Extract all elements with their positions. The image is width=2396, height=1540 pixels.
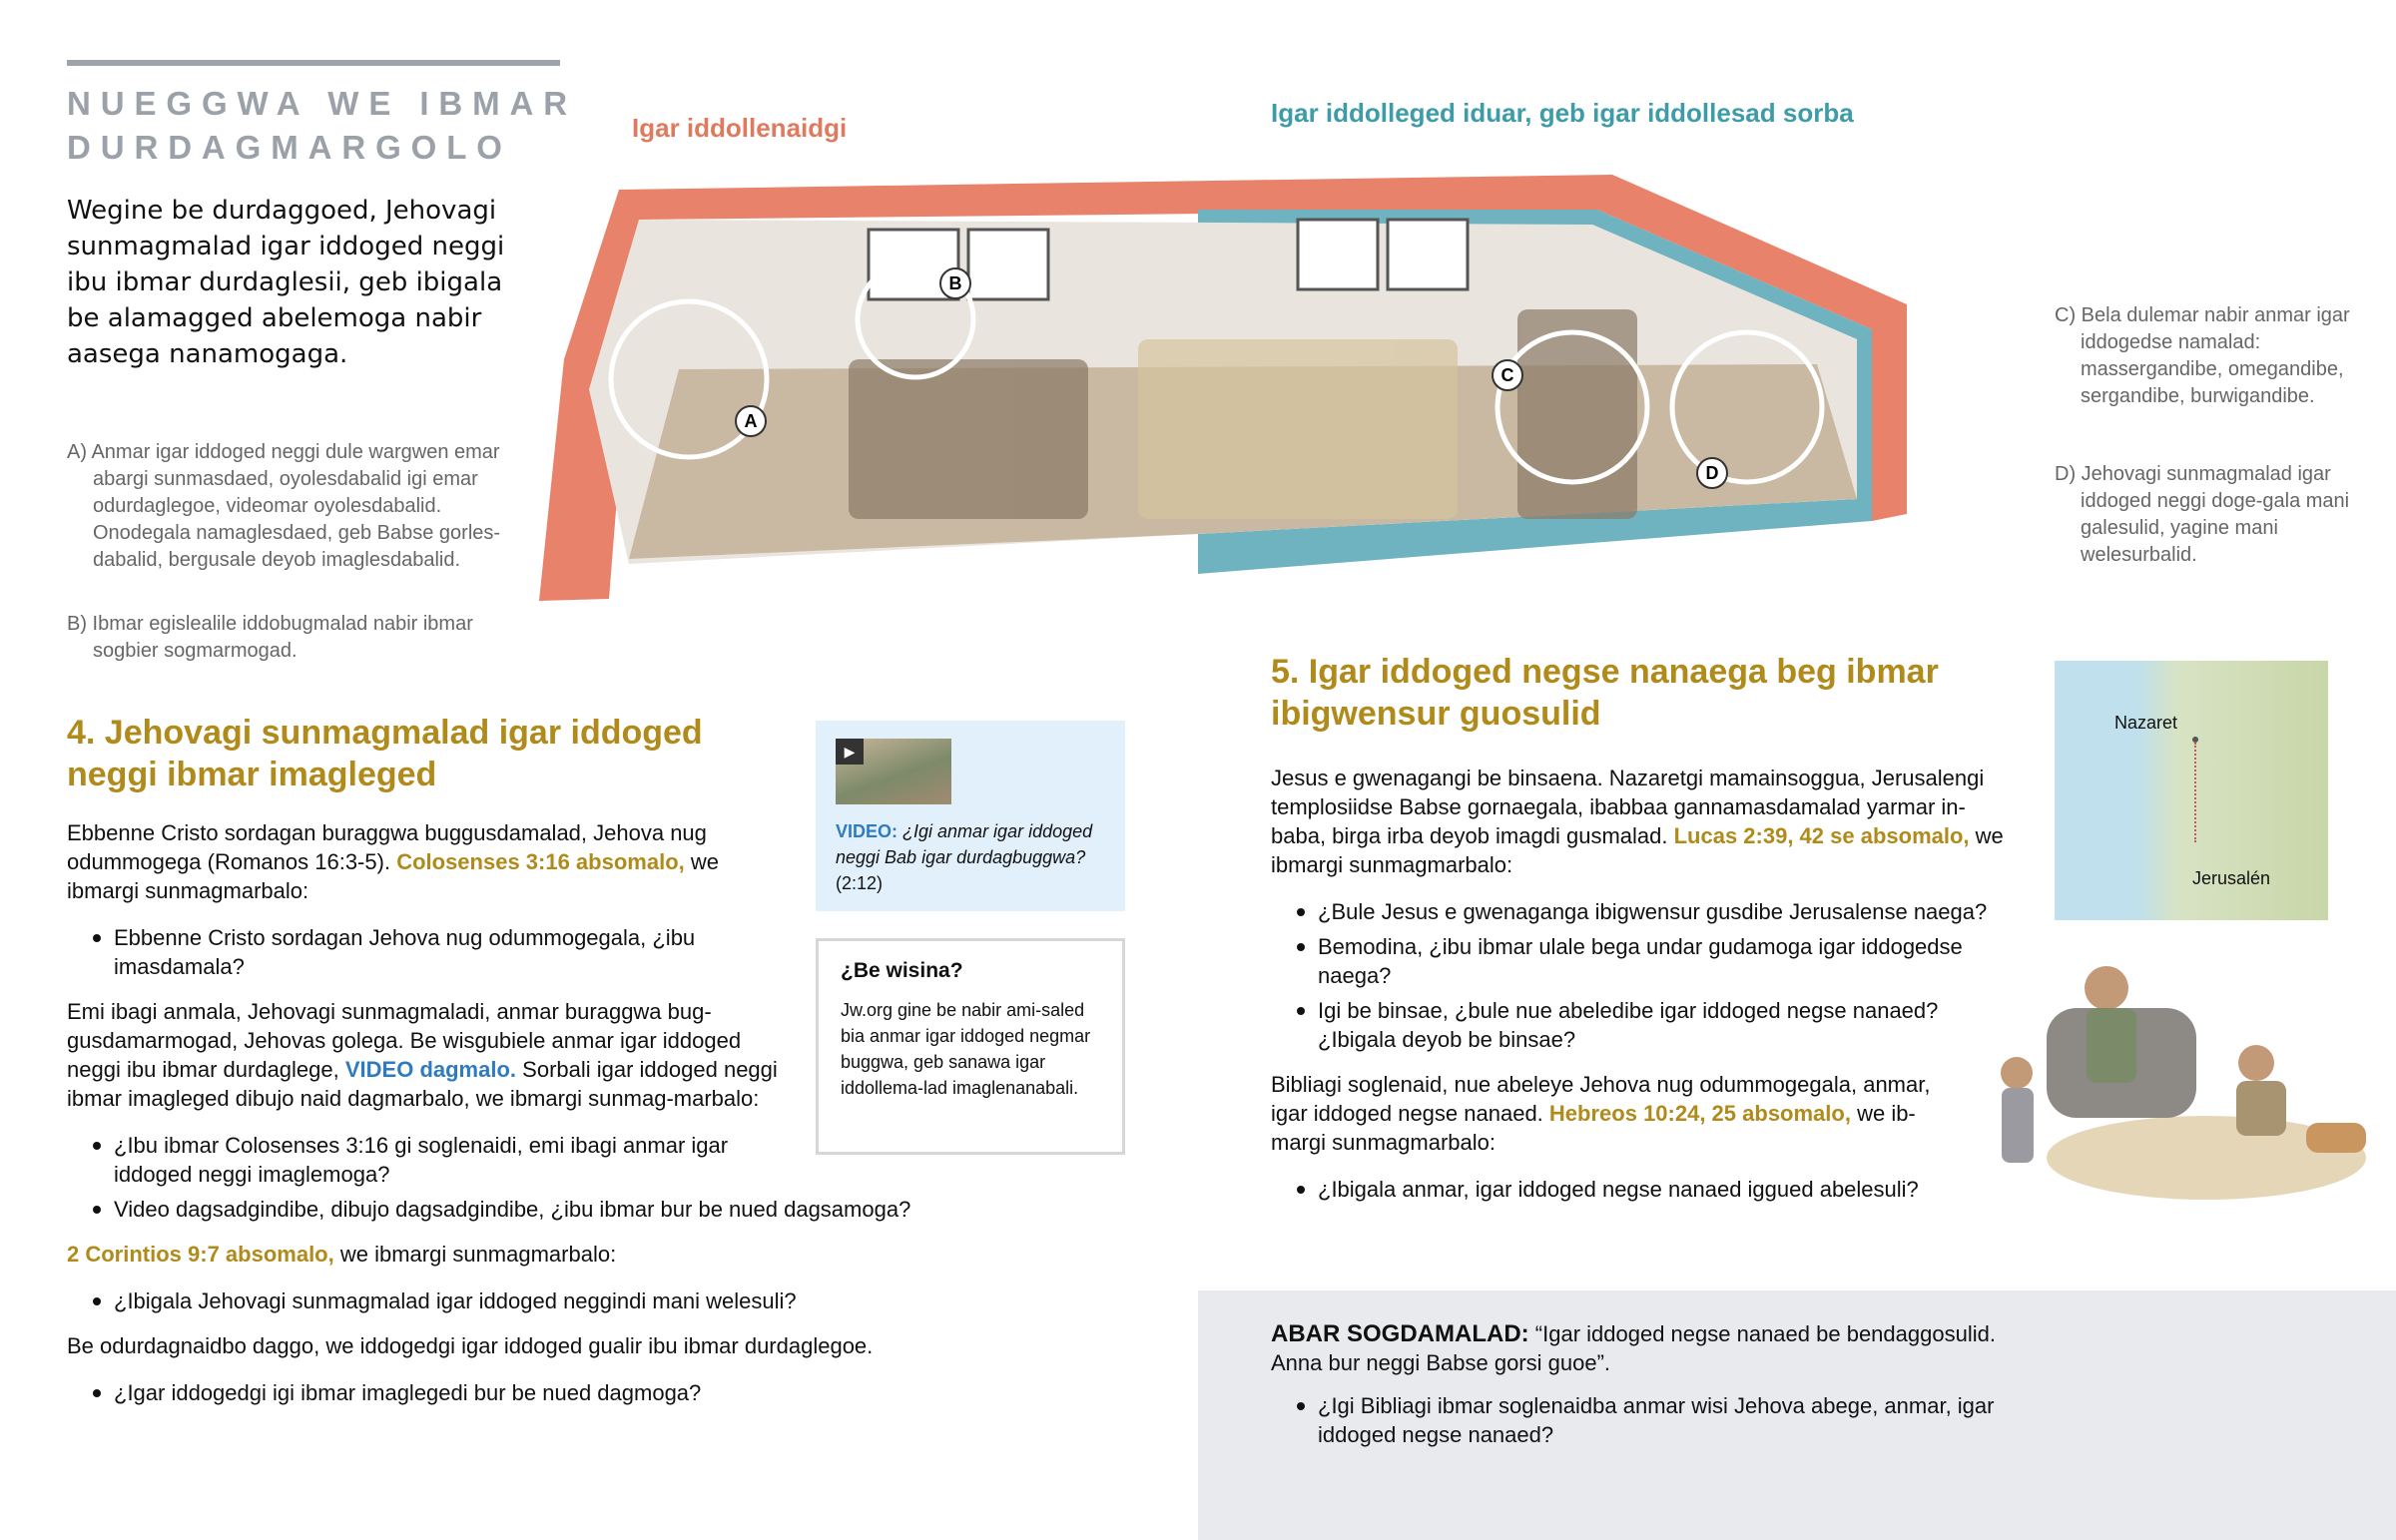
list-item: ¿Igar iddogedgi igi ibmar imaglegedi bur be nued dagmoga?	[67, 1378, 965, 1407]
label-main-hall: Igar iddollenaidgi	[632, 113, 848, 143]
video-caption	[836, 818, 1105, 896]
paragraph-text: Sorbali igar iddoged neggi ibmar imagleged dibujo naid dagmarbalo, we ibmargi sunmag-marbalo:	[67, 1057, 778, 1111]
marker-b: B	[948, 273, 962, 293]
list-item: Igi be binsae, ¿bule nue abeledibe igar iddoged negse nanaed? ¿Ibigala deyob be binsae?	[1271, 996, 1970, 1054]
page-title-line: DURDAGMARGOLO	[67, 129, 512, 166]
info-box	[816, 938, 1125, 1155]
list-item: ¿Ibigala anmar, igar iddoged negse nanaed iggued abelesuli?	[1271, 1175, 2020, 1204]
paragraph-text: we ib-margi sunmagmarbalo:	[1271, 1101, 1916, 1155]
info-box-text: Jw.org gine be nabir ami-saled bia anmar igar iddoged negmar buggwa, geb sanawa igar iddollema-lad imaglenanabali.	[841, 1000, 1091, 1098]
caption-b: B) Ibmar egislealile iddobugmalad nabir ibmar sogbier sogmarmogad.	[67, 613, 473, 662]
page-title	[67, 82, 706, 170]
paragraph-text: we ibmargi sunmagmarbalo:	[339, 1242, 617, 1267]
list-item: Bemodina, ¿ibu ibmar ulale bega undar gudamoga igar iddogedse naega?	[1271, 932, 2010, 990]
family-travel-illustration	[1987, 928, 2386, 1208]
caption-a: A) Anmar igar iddoged neggi dule wargwen emar abargi sunmasdaed, oyolesdabalid igi emar odurdaglegoe, videomar oyolesdabalid. Onodegala namaglesdaed, geb Babse gorles-dabalid, bergusale deyob imaglesdabalid.	[67, 441, 501, 571]
page-title-line: NUEGGWA WE IBMAR	[67, 85, 577, 122]
summary-text: “Igar iddoged negse nanaed be bendaggosulid. Anna bur neggi Babse gorsi guoe”.	[1271, 1321, 1996, 1375]
play-icon[interactable]: ▶	[836, 739, 864, 765]
section-4-heading: 4. Jehovagi sunmagmalad igar iddoged neggi ibmar imagleged	[67, 714, 703, 793]
video-duration: (2:12)	[836, 873, 884, 893]
summary-content	[1271, 1319, 2050, 1465]
paragraph-text: Be odurdagnaidbo daggo, we iddogedgi igar iddoged gualir ibu ibmar durdaglegoe.	[67, 1333, 874, 1358]
title-rule	[67, 60, 560, 66]
section-5-heading: 5. Igar iddoged negse nanaega beg ibmar ibigwensur guosulid	[1271, 653, 1939, 733]
video-label: VIDEO:	[836, 821, 898, 841]
video-box[interactable]	[816, 721, 1125, 911]
label-entrance: Igar iddolleged iduar, geb igar iddollesad sorba	[1271, 98, 1854, 128]
summary-label: ABAR SOGDAMALAD:	[1271, 1320, 1529, 1347]
info-box-title: ¿Be wisina?	[841, 959, 963, 982]
paragraph-text: we ibmargi sunmagmarbalo:	[1271, 823, 2004, 877]
video-thumbnail[interactable]	[836, 739, 951, 804]
intro-text: Wegine be durdaggoed, Jehovagi sunmagmalad igar iddoged neggi ibu ibmar durdaglesii, geb ibigala be alamagged abelemoga nabir aasega nanamogaga.	[67, 196, 505, 369]
person	[2085, 966, 2128, 1010]
map-city-nazaret: Nazaret	[2114, 713, 2178, 733]
list-item: Ebbenne Cristo sordagan Jehova nug odummogegala, ¿ibu imasdamala?	[67, 923, 756, 981]
hebrews-link[interactable]: Hebreos 10:24, 25 absomalo,	[1548, 1101, 1851, 1126]
list-item: ¿Bule Jesus e gwenaganga ibigwensur gusdibe Jerusalense naega?	[1271, 897, 2020, 926]
kingdom-hall-illustration	[519, 160, 1917, 609]
list-item: Video dagsadgindibe, dibujo dagsadgindibe, ¿ibu ibmar bur be nued dagsamoga?	[67, 1195, 965, 1224]
caption-d: D) Jehovagi sunmagmalad igar iddoged neggi doge-gala mani galesulid, yagine mani welesurbalid.	[2055, 463, 2350, 566]
paragraph-text: Emi ibagi anmala, Jehovagi sunmagmaladi, anmar buraggwa bug-gusdamarmogad, Jehovas golega. Be wisgubiele anmar igar iddoged neggi ibu ibmar durdaglege,	[67, 999, 742, 1082]
paragraph-text: we ibmargi sunmagmarbalo:	[67, 849, 719, 903]
colossians-link[interactable]: Colosenses 3:16 absomalo,	[396, 849, 685, 874]
paragraph-text: Jesus e gwenagangi be binsaena. Nazaretgi mamainsoggua, Jerusalengi templosiidse Babse gornaegala, ibabbaa gannamasdamalad yarmar in-baba, birga irba deyob imagdi gusmalad.	[1271, 766, 1985, 848]
marker-a: A	[744, 411, 758, 431]
map-city-jerusalen: Jerusalén	[2192, 868, 2271, 888]
map	[2055, 661, 2328, 920]
list-item: ¿Ibigala Jehovagi sunmagmalad igar iddoged neggindi mani welesuli?	[67, 1286, 965, 1315]
list-item: ¿Ibu ibmar Colosenses 3:16 gi soglenaidi, emi ibagi anmar igar iddoged neggi imaglemoga?	[67, 1131, 786, 1189]
corinthians-link[interactable]: 2 Corintios 9:7 absomalo,	[67, 1242, 334, 1267]
luke-link[interactable]: Lucas 2:39, 42 se absomalo,	[1673, 823, 1970, 848]
video-title[interactable]: ¿Igi anmar igar iddoged neggi Bab igar durdagbuggwa?	[836, 821, 1093, 867]
section-5-body	[1271, 764, 2020, 1220]
video-link[interactable]: VIDEO dagmalo.	[344, 1057, 517, 1082]
list-item: ¿Igi Bibliagi ibmar soglenaidba anmar wisi Jehova abege, anmar, igar iddoged negse nanaed?	[1271, 1391, 2010, 1449]
paragraph-text: Ebbenne Cristo sordagan buraggwa buggusdamalad, Jehova nug odummogega (Romanos 16:3-5).	[67, 820, 707, 874]
caption-c: C) Bela dulemar nabir anmar igar iddogedse namalad: massergandibe, omegandibe, sergandibe, burwigandibe.	[2055, 304, 2350, 407]
paragraph-text: Bibliagi soglenaid, nue abeleye Jehova nug odummogegala, anmar, igar iddoged negse nanaed.	[1271, 1072, 1931, 1126]
marker-d: D	[1705, 463, 1719, 483]
route-line	[2194, 743, 2196, 842]
marker-c: C	[1500, 365, 1514, 385]
summary-panel	[1198, 1290, 2396, 1540]
